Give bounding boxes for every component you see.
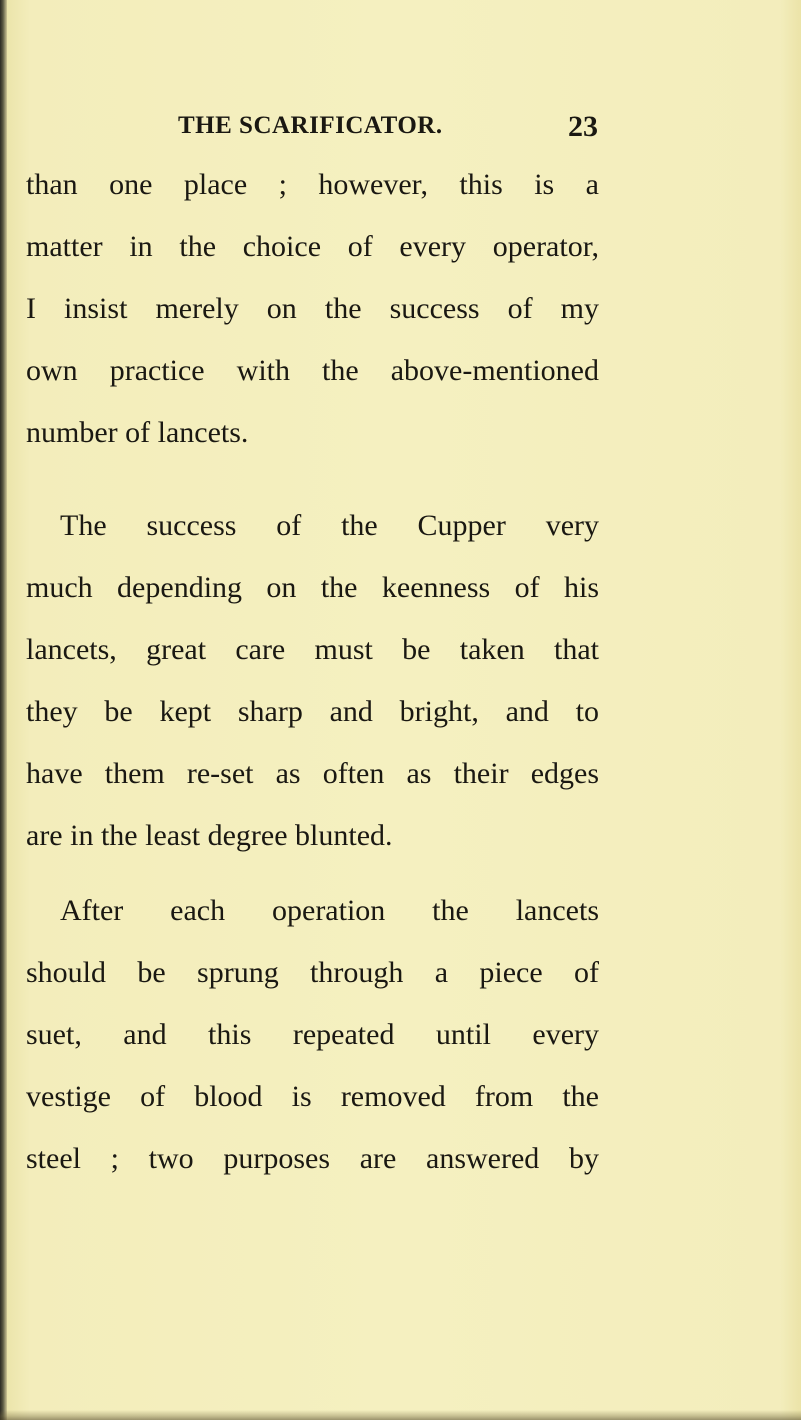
paragraph-3-line-4: vestige of blood is removed from the <box>26 1080 599 1113</box>
paragraph-3-line-3: suet, and this repeated until every <box>26 1018 599 1051</box>
running-head: THE SCARIFICATOR. <box>178 112 443 139</box>
paragraph-2-line-6: are in the least degree blunted. <box>26 819 393 852</box>
paragraph-2-line-4: they be kept sharp and bright, and to <box>26 695 599 728</box>
paragraph-1-line-2: matter in the choice of every operator, <box>26 230 599 263</box>
paragraph-1-line-5: number of lancets. <box>26 416 249 449</box>
paragraph-3-line-2: should be sprung through a piece of <box>26 956 599 989</box>
page-header <box>178 112 598 152</box>
paragraph-3-line-5: steel ; two purposes are answered by <box>26 1142 599 1175</box>
page-binding-edge <box>0 0 7 1420</box>
paragraph-1-line-1: than one place ; however, this is a <box>26 168 599 201</box>
paragraph-2-line-2: much depending on the keenness of his <box>26 571 599 604</box>
paragraph-1-line-4: own practice with the above-mentioned <box>26 354 599 387</box>
paragraph-2-line-5: have them re-set as often as their edges <box>26 757 599 790</box>
page-bottom-edge <box>0 1410 801 1420</box>
page-number: 23 <box>568 110 598 143</box>
paragraph-1-line-3: I insist merely on the success of my <box>26 292 599 325</box>
paragraph-2-line-3: lancets, great care must be taken that <box>26 633 599 666</box>
paragraph-3-line-1: After each operation the lancets <box>60 894 599 927</box>
paragraph-2-line-1: The success of the Cupper very <box>60 509 599 542</box>
